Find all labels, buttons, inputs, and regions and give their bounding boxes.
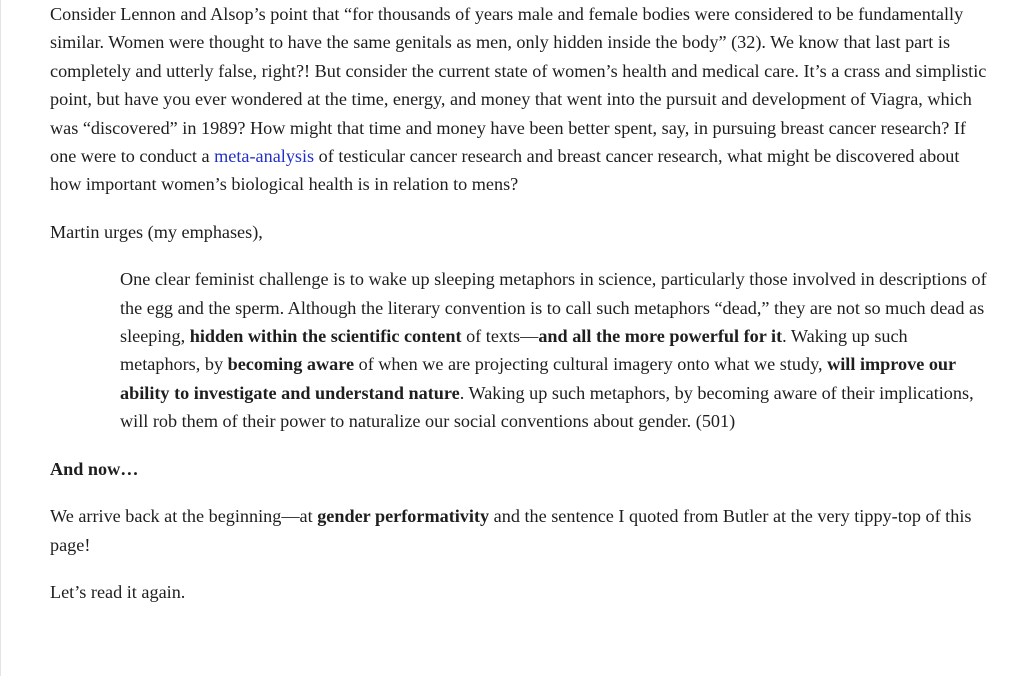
quote-text: . Waking up such metaphors, by [120, 326, 908, 375]
quote-emphasis: and all the more powerful for it [538, 326, 783, 347]
article-body [50, 0, 990, 606]
paragraph-text: We arrive back at the beginning—at [50, 506, 318, 527]
paragraph-read-again: Let’s read it again. [50, 581, 186, 602]
quote-text: . Waking up such metaphors, by becoming aware of their implications, will rob them of their power to naturalize our social conventions about gender. (501) [120, 382, 974, 432]
paragraph-text: of testicular cancer research and breast cancer research, what might be discovered about how important women’s biological health is in relation to mens? [50, 146, 960, 195]
section-heading-and-now: And now… [50, 458, 139, 479]
meta-analysis-link[interactable]: meta-analysis [214, 146, 315, 167]
quote-text: One clear feminist challenge is to wake up sleeping metaphors in science, particularly those involved in descriptions of the egg and the sperm. Although the literary convention is to call such metaphors “dead,” they are not so much dead as sleeping, [120, 269, 987, 347]
paragraph-martin-urges: Martin urges (my emphases), [50, 221, 263, 242]
paragraph-text: Consider Lennon and Alsop’s point that “for thousands of years male and female bodies were considered to be fundamentally similar. Women were thought to have the same genitals as men, only hidden inside the body” (32). We know that last part is completely and utterly false, right?! But consider the current state of women’s health and medical care. It’s a crass and simplistic point, but have you ever wondered at the time, energy, and money that went into the pursuit and development of Viagra, which was “discovered” in 1989? How might that time and money have been better spent, say, in pursuing breast cancer research? If one were to conduct a [50, 4, 987, 167]
martin-quote [120, 265, 990, 435]
quote-text: of texts— [461, 326, 539, 347]
quote-emphasis: becoming aware [227, 354, 355, 375]
paragraph-gender-performativity [50, 502, 990, 559]
paragraph-lennon-alsop [50, 0, 990, 199]
left-border-rule [0, 0, 1, 676]
paragraph-text: and the sentence I quoted from Butler at the very tippy-top of this page! [50, 506, 972, 555]
quote-emphasis: will improve our ability to investigate and understand nature [120, 354, 956, 403]
quote-text: of when we are projecting cultural imagery onto what we study, [354, 354, 828, 375]
emphasis-text: gender performativity [317, 506, 490, 527]
quote-emphasis: hidden within the scientific content [189, 326, 462, 347]
